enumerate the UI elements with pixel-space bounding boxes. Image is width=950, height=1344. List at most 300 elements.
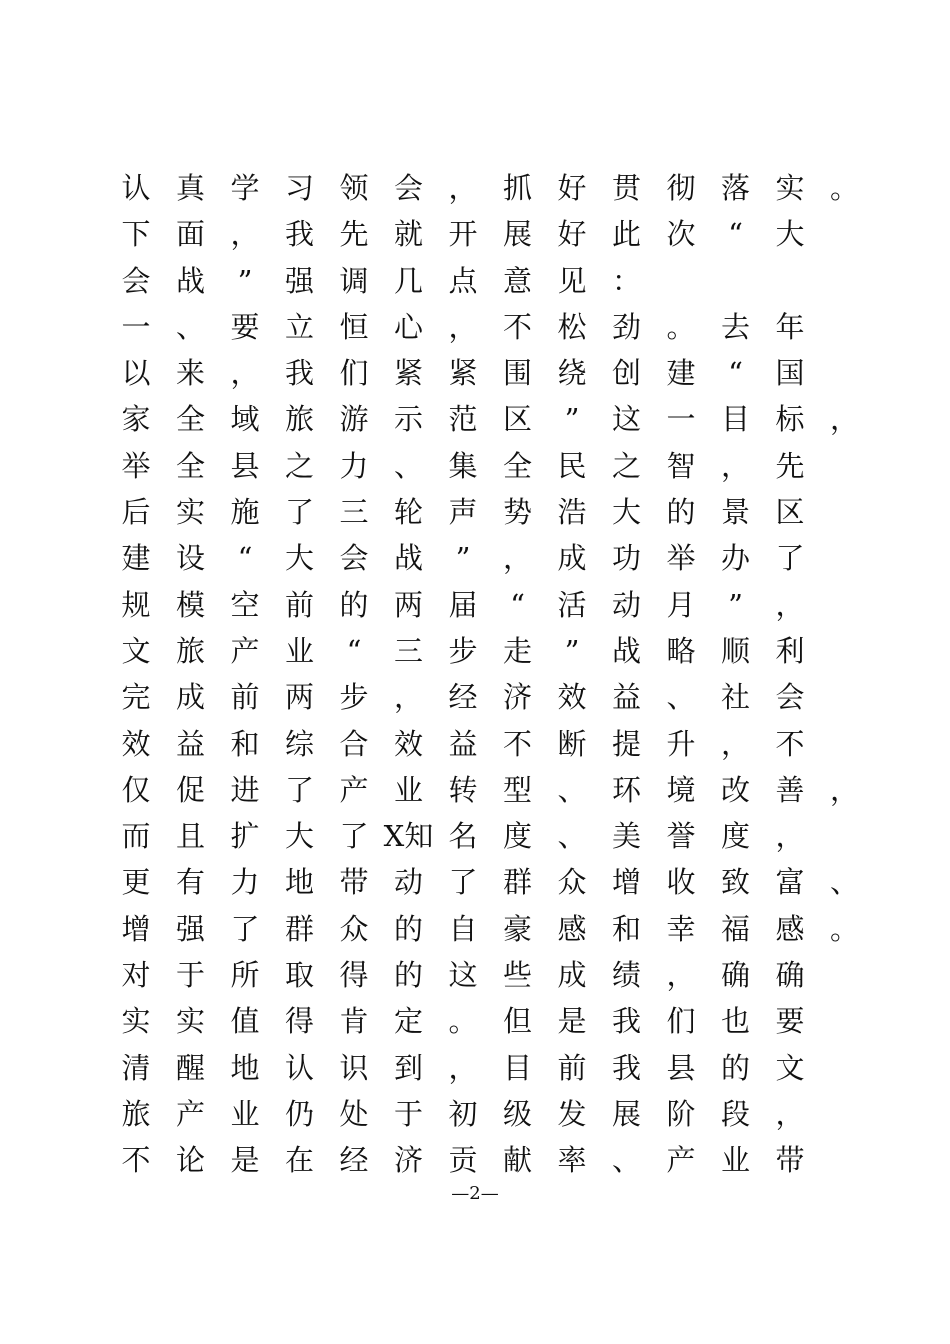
text-char: ， [230, 217, 260, 252]
text-char: 众 [557, 865, 587, 900]
text-char: 不 [775, 726, 805, 761]
text-char: 对 [121, 958, 151, 993]
text-char: 提 [611, 726, 641, 761]
text-char: 面 [175, 217, 205, 252]
text-char: 但 [502, 1004, 532, 1039]
text-char: 景 [720, 495, 750, 530]
text-char: 三 [393, 633, 423, 668]
text-char: 且 [175, 819, 205, 854]
text-char: 是 [230, 1143, 260, 1178]
text-char: ” [237, 263, 253, 298]
text-line [0, 628, 950, 674]
text-line [0, 165, 950, 211]
text-char: 利 [775, 633, 805, 668]
text-char: ， [720, 448, 750, 483]
text-char: 模 [175, 587, 205, 622]
text-char: ， [775, 819, 805, 854]
text-char: 势 [502, 495, 532, 530]
text-char: 誉 [666, 819, 696, 854]
text-char: 了 [284, 772, 314, 807]
text-char: 的 [720, 1050, 750, 1085]
text-char: 标 [775, 402, 805, 437]
text-char: 先 [339, 217, 369, 252]
text-char: 认 [121, 171, 151, 205]
text-char: 心 [393, 309, 423, 344]
text-char: 豪 [502, 911, 532, 946]
text-char: 目 [502, 1050, 532, 1085]
text-char: 恒 [339, 309, 369, 344]
text-char: 全 [502, 448, 532, 483]
text-char: 初 [448, 1096, 478, 1131]
text-char: 落 [720, 171, 750, 205]
text-char: 度 [720, 819, 750, 854]
text-char: 活 [557, 587, 587, 622]
text-line [0, 1137, 950, 1183]
text-char: 了 [284, 495, 314, 530]
text-char: 见 [557, 263, 587, 298]
text-char: 区 [775, 495, 805, 530]
text-char: 、 [393, 448, 423, 483]
text-char: 国 [775, 356, 805, 391]
text-char: 善 [775, 772, 805, 807]
text-char: 、 [829, 865, 859, 900]
text-char: 断 [557, 726, 587, 761]
text-char: 空 [230, 587, 260, 622]
text-char: 群 [284, 911, 314, 946]
text-line [0, 258, 950, 304]
text-char: 动 [611, 587, 641, 622]
text-char: 力 [230, 865, 260, 900]
text-char: 这 [448, 958, 478, 993]
text-char: 。 [448, 1004, 478, 1039]
text-char: 全 [175, 448, 205, 483]
text-char: 步 [339, 680, 369, 715]
text-char: 松 [557, 309, 587, 344]
text-char: 来 [175, 356, 205, 391]
text-char: 学 [230, 171, 260, 205]
text-char: 贯 [611, 171, 641, 205]
text-char: 域 [230, 402, 260, 437]
text-char: 级 [502, 1096, 532, 1131]
text-char: 我 [284, 356, 314, 391]
text-char: 效 [557, 680, 587, 715]
text-char: “ [510, 587, 525, 622]
text-char: 和 [230, 726, 260, 761]
text-char: 抓 [502, 171, 532, 205]
text-char: 建 [666, 356, 696, 391]
text-char: 取 [284, 958, 314, 993]
text-line [0, 350, 950, 396]
text-char: ， [666, 958, 696, 993]
text-char: 次 [666, 217, 696, 252]
text-char: 我 [284, 217, 314, 252]
text-char: 旅 [121, 1096, 151, 1131]
text-char: 于 [393, 1096, 423, 1131]
text-char: 领 [339, 171, 369, 205]
text-char: 会 [339, 541, 369, 576]
text-char: 就 [393, 217, 423, 252]
text-char: 之 [284, 448, 314, 483]
text-char: 施 [230, 495, 260, 530]
text-char: 、 [666, 680, 696, 715]
text-char: 幸 [666, 911, 696, 946]
text-char: 强 [175, 911, 205, 946]
text-char: ， [829, 772, 859, 807]
text-char: 要 [230, 309, 260, 344]
text-char: 确 [720, 958, 750, 993]
text-char: 富 [775, 865, 805, 900]
text-char: 浩 [557, 495, 587, 530]
text-char: 紧 [448, 356, 478, 391]
text-char: 进 [230, 772, 260, 807]
text-char: 的 [339, 587, 369, 622]
text-char: 不 [121, 1143, 151, 1178]
text-char: 月 [666, 587, 696, 622]
text-char: 动 [393, 865, 423, 900]
text-char: 功 [611, 541, 641, 576]
text-char: 清 [121, 1050, 151, 1085]
text-char: 益 [611, 680, 641, 715]
text-char: 真 [175, 171, 205, 205]
text-char: 、 [175, 309, 205, 344]
text-char: 和 [611, 911, 641, 946]
text-char: 绩 [611, 958, 641, 993]
text-char: 环 [611, 772, 641, 807]
text-char: ， [448, 171, 478, 205]
text-char: 这 [611, 402, 641, 437]
text-char: 实 [175, 495, 205, 530]
text-char: 战 [393, 541, 423, 576]
text-char: 业 [230, 1096, 260, 1131]
text-char: 自 [448, 911, 478, 946]
text-char: 在 [284, 1143, 314, 1178]
text-line [0, 674, 950, 720]
text-char: “ [346, 633, 362, 668]
text-char: 、 [557, 819, 587, 854]
text-char: 业 [284, 633, 314, 668]
text-char: 目 [720, 402, 750, 437]
text-char: 两 [284, 680, 314, 715]
page-number: —2— [451, 1183, 499, 1204]
text-char: 阶 [666, 1096, 696, 1131]
text-char: 展 [611, 1096, 641, 1131]
text-char: 声 [448, 495, 478, 530]
text-char: 之 [611, 448, 641, 483]
text-char: 经 [339, 1143, 369, 1178]
text-char: 名 [448, 819, 478, 854]
text-char: 产 [175, 1096, 205, 1131]
text-char: 的 [666, 495, 696, 530]
text-char: 仅 [121, 772, 151, 807]
text-char: 仍 [284, 1096, 314, 1131]
text-char: 轮 [393, 495, 423, 530]
text-char: 发 [557, 1096, 587, 1131]
text-char: 好 [557, 171, 587, 205]
text-char: 产 [666, 1143, 696, 1178]
text-char: 转 [448, 772, 478, 807]
text-char: 调 [339, 263, 369, 298]
text-line [0, 767, 950, 813]
text-char: 福 [720, 911, 750, 946]
text-char: 展 [502, 217, 532, 252]
text-char: 业 [393, 772, 423, 807]
text-char: 段 [720, 1096, 750, 1131]
text-char: 。 [666, 309, 696, 344]
text-char: 众 [339, 911, 369, 946]
text-char: ” [455, 541, 471, 576]
text-char: 产 [230, 633, 260, 668]
text-char: 区 [502, 402, 532, 437]
text-char: 济 [393, 1143, 423, 1178]
text-char: 经 [448, 680, 478, 715]
text-char: 几 [393, 263, 423, 298]
text-char: 也 [720, 1004, 750, 1039]
text-char: 了 [775, 541, 805, 576]
text-char: 民 [557, 448, 587, 483]
text-char: ， [775, 1096, 805, 1131]
text-char: 肯 [339, 1004, 369, 1039]
text-char: 规 [121, 587, 151, 622]
text-char: 游 [339, 402, 369, 437]
text-char: 届 [448, 587, 478, 622]
text-line [0, 1091, 950, 1137]
text-char: 济 [502, 680, 532, 715]
text-char: 效 [121, 726, 151, 761]
text-char: 集 [448, 448, 478, 483]
text-char: 带 [775, 1143, 805, 1178]
text-char: 大 [611, 495, 641, 530]
text-line [0, 489, 950, 535]
text-char: ， [829, 402, 859, 437]
text-char: 我 [611, 1050, 641, 1085]
text-char: 前 [284, 587, 314, 622]
text-char: 了 [230, 911, 260, 946]
text-char: 们 [666, 1004, 696, 1039]
text-char: 大 [775, 217, 805, 252]
text-char: 旅 [284, 402, 314, 437]
text-char: ， [720, 726, 750, 761]
text-char: 收 [666, 865, 696, 900]
text-char: 步 [448, 633, 478, 668]
text-char: 旅 [175, 633, 205, 668]
text-char: ， [448, 309, 478, 344]
text-line [0, 1045, 950, 1091]
text-char: 战 [611, 633, 641, 668]
text-char: 得 [284, 1004, 314, 1039]
text-char: 群 [502, 865, 532, 900]
text-char: 的 [393, 958, 423, 993]
text-char: 业 [720, 1143, 750, 1178]
text-char: 紧 [393, 356, 423, 391]
text-char: 我 [611, 1004, 641, 1039]
text-char: 促 [175, 772, 205, 807]
text-char: 献 [502, 1143, 532, 1178]
text-char: 文 [775, 1050, 805, 1085]
text-char: 产 [339, 772, 369, 807]
text-char: 更 [121, 865, 151, 900]
text-char: 识 [339, 1050, 369, 1085]
text-char: 综 [284, 726, 314, 761]
text-char: 战 [175, 263, 205, 298]
text-char: 有 [175, 865, 205, 900]
text-char: 是 [557, 1004, 587, 1039]
text-char: 实 [775, 171, 805, 205]
text-char: 率 [557, 1143, 587, 1178]
text-char: 于 [175, 958, 205, 993]
text-char: 后 [121, 495, 151, 530]
text-char: 走 [502, 633, 532, 668]
text-char: 家 [121, 402, 151, 437]
text-char: 此 [611, 217, 641, 252]
text-char: 力 [339, 448, 369, 483]
text-char: 了 [448, 865, 478, 900]
text-char: 升 [666, 726, 696, 761]
text-char: 围 [502, 356, 532, 391]
text-char: 会 [121, 263, 151, 298]
text-char: 一 [121, 309, 151, 344]
text-char: 益 [448, 726, 478, 761]
text-char: 前 [557, 1050, 587, 1085]
text-char: 立 [284, 309, 314, 344]
text-char: 型 [502, 772, 532, 807]
text-char: 论 [175, 1143, 205, 1178]
text-char: ， [775, 587, 805, 622]
text-char: 到 [393, 1050, 423, 1085]
text-char: 去 [720, 309, 750, 344]
text-char: 合 [339, 726, 369, 761]
text-char: 大 [284, 541, 314, 576]
text-char: 智 [666, 448, 696, 483]
text-char: ， [393, 680, 423, 715]
text-char: 设 [175, 541, 205, 576]
text-char: 贡 [448, 1143, 478, 1178]
text-char: 值 [230, 1004, 260, 1039]
text-char: 益 [175, 726, 205, 761]
text-line [0, 304, 950, 350]
text-char: 效 [393, 726, 423, 761]
text-char: 要 [775, 1004, 805, 1039]
text-line [0, 721, 950, 767]
text-char: 县 [666, 1050, 696, 1085]
text-char: 确 [775, 958, 805, 993]
text-line [0, 443, 950, 489]
text-line [0, 582, 950, 628]
text-char: 们 [339, 356, 369, 391]
text-char: 点 [448, 263, 478, 298]
text-char: 、 [611, 1143, 641, 1178]
text-char: 建 [121, 541, 151, 576]
text-char: 成 [557, 541, 587, 576]
body-text [0, 165, 950, 1184]
text-char: 创 [611, 356, 641, 391]
text-char: ” [564, 633, 580, 668]
text-char: 好 [557, 217, 587, 252]
text-char: 意 [502, 263, 532, 298]
text-char: 全 [175, 402, 205, 437]
text-char: 改 [720, 772, 750, 807]
text-char: ， [448, 1050, 478, 1085]
text-char: 一 [666, 402, 696, 437]
text-char: 开 [448, 217, 478, 252]
text-char: 。 [829, 171, 859, 205]
text-char: “ [728, 217, 743, 252]
text-char: “ [237, 541, 253, 576]
text-char: ， [230, 356, 260, 391]
text-char: 美 [611, 819, 641, 854]
text-line [0, 535, 950, 581]
text-char: 强 [284, 263, 314, 298]
text-char: 会 [393, 171, 423, 205]
text-char: 彻 [666, 171, 696, 205]
text-char: 实 [175, 1004, 205, 1039]
text-line [0, 952, 950, 998]
text-char: 前 [230, 680, 260, 715]
text-char: 顺 [720, 633, 750, 668]
text-line [0, 396, 950, 442]
text-char: 带 [339, 865, 369, 900]
text-char: 举 [121, 448, 151, 483]
text-char: 会 [775, 680, 805, 715]
text-char: 定 [393, 1004, 423, 1039]
text-char: 醒 [175, 1050, 205, 1085]
text-char: 境 [666, 772, 696, 807]
text-char: 县 [230, 448, 260, 483]
text-line [0, 998, 950, 1044]
text-char: 得 [339, 958, 369, 993]
text-char: “ [728, 356, 743, 391]
text-char: 所 [230, 958, 260, 993]
text-char: 不 [502, 726, 532, 761]
text-char: ， [502, 541, 532, 576]
text-line [0, 859, 950, 905]
text-char: 增 [121, 911, 151, 946]
text-line [0, 813, 950, 859]
text-char: 些 [502, 958, 532, 993]
text-char: 实 [121, 1004, 151, 1039]
text-char: 劲 [611, 309, 641, 344]
text-char: 文 [121, 633, 151, 668]
text-char: 两 [393, 587, 423, 622]
text-char: 习 [284, 171, 314, 205]
text-char: 完 [121, 680, 151, 715]
text-char: 绕 [557, 356, 587, 391]
text-char: ” [728, 587, 743, 622]
text-char: 了 [339, 819, 369, 854]
text-char: 大 [284, 819, 314, 854]
text-char: 年 [775, 309, 805, 344]
text-char: 成 [175, 680, 205, 715]
text-char: 、 [557, 772, 587, 807]
text-line [0, 906, 950, 952]
text-char: 社 [720, 680, 750, 715]
text-char: 。 [829, 911, 859, 946]
text-char: ： [611, 263, 641, 298]
text-char: 致 [720, 865, 750, 900]
text-char: 认 [284, 1050, 314, 1085]
text-char: 处 [339, 1096, 369, 1131]
text-line [0, 211, 950, 257]
text-char: 增 [611, 865, 641, 900]
text-char: 地 [230, 1050, 260, 1085]
text-char: ” [564, 402, 580, 437]
text-char: 度 [502, 819, 532, 854]
text-char: 扩 [230, 819, 260, 854]
text-char: 成 [557, 958, 587, 993]
text-char: 感 [775, 911, 805, 946]
text-char: 下 [121, 217, 151, 252]
text-char: 举 [666, 541, 696, 576]
text-char: 不 [502, 309, 532, 344]
